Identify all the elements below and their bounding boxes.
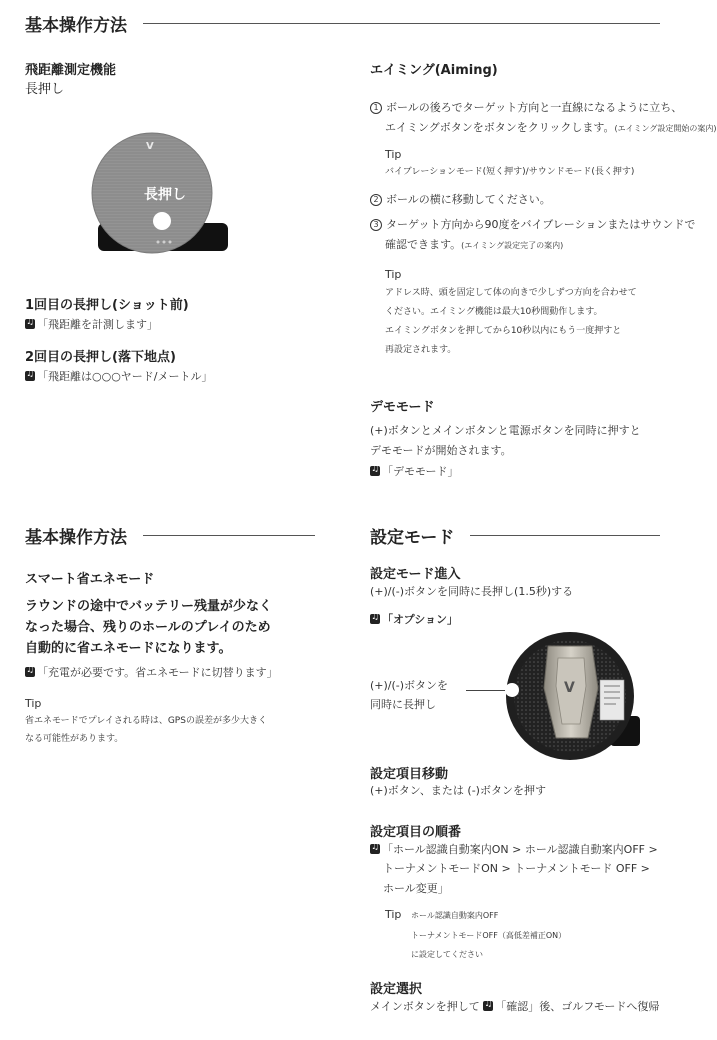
settings-move-heading: 設定項目移動 xyxy=(370,767,449,782)
section-divider xyxy=(143,535,315,536)
svg-text:V: V xyxy=(146,141,154,152)
eco-mode-desc-3: 自動的に省エネモードになります。 xyxy=(25,641,232,656)
eco-mode-heading: スマート省エネモード xyxy=(25,572,155,587)
demo-sound: ♫「デモモード」 xyxy=(370,465,459,480)
section-title-basic-ops-2: 基本操作方法 xyxy=(25,528,127,548)
settings-move-text: (+)ボタン、または (-)ボタンを押す xyxy=(370,784,546,797)
aiming-tip2-line3: エイミングボタンを押してから10秒以内にもう一度押すと xyxy=(385,326,622,336)
section-title-basic-ops: 基本操作方法 xyxy=(25,16,127,36)
second-press-heading: 2回目の長押し(落下地点) xyxy=(25,350,176,365)
second-press-sound: ♫「飛距離は○○○ヤード/メートル」 xyxy=(25,370,213,385)
aiming-step-3: 3 ターゲット方向から90度をバイブレーションまたはサウンドで xyxy=(370,218,695,233)
svg-text:V: V xyxy=(564,680,575,696)
settings-entry-text: (+)/(-)ボタンを同時に長押し(1.5秒)する xyxy=(370,585,574,598)
first-press-sound: ♫「飛距離を計測します」 xyxy=(25,318,158,333)
section-divider xyxy=(470,535,660,536)
settings-tip-line-1: ホール認識自動案内OFF xyxy=(411,911,499,920)
sound-icon xyxy=(370,844,380,854)
eco-mode-desc-2: なった場合、残りのホールのプレイのため xyxy=(25,620,271,635)
aiming-tip2-line4: 再設定されます。 xyxy=(385,345,457,355)
distance-subheading: 長押し xyxy=(25,82,65,97)
aiming-step-2: 2 ボールの横に移動してください。 xyxy=(370,193,551,208)
sound-icon xyxy=(370,614,380,624)
aiming-tip2-line2: ください。エイミング機能は最大10秒間動作します。 xyxy=(385,307,603,317)
eco-tip-line-2: なる可能性があります。 xyxy=(25,734,124,744)
eco-mode-sound: ♫「充電が必要です。省エネモードに切替ります」 xyxy=(25,666,278,681)
settings-entry-heading: 設定モード進入 xyxy=(370,567,461,582)
device-back-illustration xyxy=(500,628,645,768)
aiming-tip1-text: バイブレーションモード(短く押す)/サウンドモード(長く押す) xyxy=(385,167,635,177)
settings-tip-label: Tip xyxy=(385,908,402,921)
section-title-settings: 設定モード xyxy=(370,528,455,548)
callout-line-1: (+)/(-)ボタンを xyxy=(370,679,449,692)
distance-heading: 飛距離測定機能 xyxy=(25,63,117,78)
settings-entry-sound: ♫「オプション」 xyxy=(370,613,458,628)
aiming-heading: エイミング(Aiming) xyxy=(370,63,498,78)
sound-icon xyxy=(483,1001,493,1011)
first-press-heading: 1回目の長押し(ショット前) xyxy=(25,298,189,313)
settings-select-text: メインボタンを押して ♫ 「確認」後、ゴルフモードへ復帰 xyxy=(370,1000,659,1015)
settings-order-line-2: トーナメントモードON > トーナメントモード OFF > xyxy=(383,862,650,875)
aiming-tip2-label: Tip xyxy=(385,268,402,281)
sound-icon xyxy=(370,466,380,476)
callout-line-2: 同時に長押し xyxy=(370,698,436,711)
eco-mode-desc-1: ラウンドの途中でバッテリー残量が少なく xyxy=(25,599,273,614)
demo-line-2: デモモードが開始されます。 xyxy=(370,444,512,457)
settings-select-heading: 設定選択 xyxy=(370,982,423,997)
settings-tip-line-3: に設定してください xyxy=(411,950,483,959)
settings-order-line-3: ホール変更」 xyxy=(383,882,449,895)
aiming-step-1: 1 ボールの後ろでターゲット方向と一直線になるように立ち、 xyxy=(370,101,682,116)
device-front-illustration xyxy=(90,127,230,267)
aiming-tip1-label: Tip xyxy=(385,148,402,161)
aiming-tip2-line1: アドレス時、頭を固定して体の向きで少しずつ方向を合わせて xyxy=(385,288,637,298)
settings-tip-line-2: トーナメントモードOFF（高低差補正ON） xyxy=(411,931,567,940)
settings-order-heading: 設定項目の順番 xyxy=(370,825,462,840)
sound-icon xyxy=(25,319,35,329)
sound-icon xyxy=(25,667,35,677)
aiming-step-1-cont: エイミングボタンをボタンをクリックします。(エイミング設定開始の案内) xyxy=(385,121,717,134)
eco-tip-label: Tip xyxy=(25,697,42,710)
sound-icon xyxy=(25,371,35,381)
eco-tip-line-1: 省エネモードでプレイされる時は、GPSの誤差が多少大きく xyxy=(25,716,267,726)
demo-heading: デモモード xyxy=(370,400,435,415)
demo-line-1: (+)ボタンとメインボタンと電源ボタンを同時に押すと xyxy=(370,424,641,437)
aiming-step-3-cont: 確認できます。(エイミング設定完了の案内) xyxy=(385,238,564,251)
section-divider xyxy=(143,23,660,24)
settings-order-line-1: ♫「ホール認識自動案内ON > ホール認識自動案内OFF > xyxy=(370,843,658,858)
device-press-label: 長押し xyxy=(144,187,186,203)
